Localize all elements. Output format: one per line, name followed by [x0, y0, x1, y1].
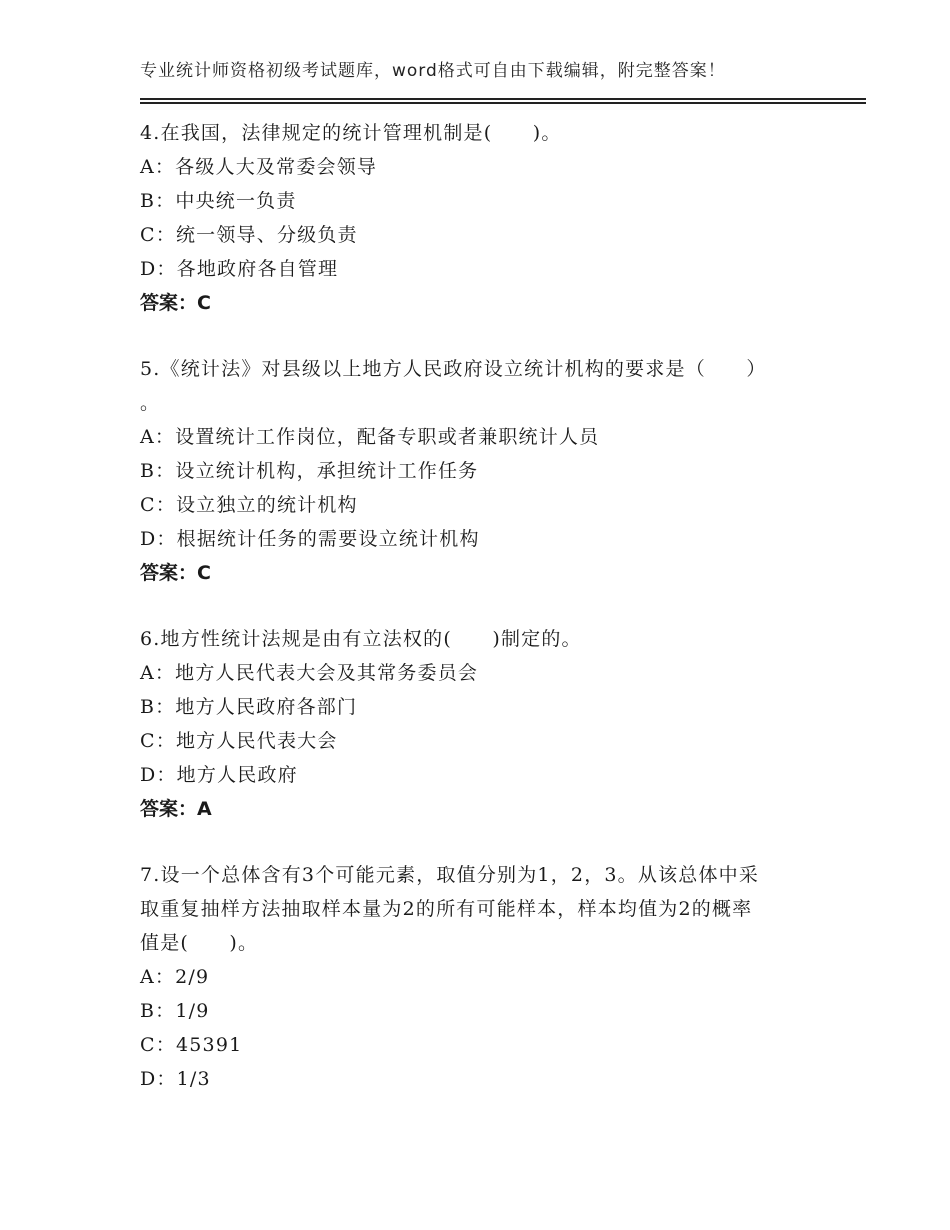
- question-stem: 4.在我国，法律规定的统计管理机制是( )。: [140, 122, 562, 144]
- option-text: 根据统计任务的需要设立统计机构: [176, 528, 480, 550]
- option-label: C：: [140, 730, 176, 752]
- option-text: 1/3: [176, 1068, 211, 1090]
- option-label: D：: [140, 258, 177, 280]
- option-c: [140, 724, 830, 758]
- option-text: 各级人大及常委会领导: [175, 156, 378, 178]
- option-b: [140, 994, 830, 1028]
- option-text: 设立统计机构，承担统计工作任务: [175, 460, 479, 482]
- option-a: [140, 150, 830, 184]
- option-text: 地方人民代表大会: [175, 730, 338, 752]
- option-label: B：: [140, 1000, 176, 1022]
- option-label: D：: [140, 764, 177, 786]
- option-text: 中央统一负责: [175, 190, 297, 212]
- option-b: [140, 454, 830, 488]
- option-label: B：: [140, 696, 176, 718]
- option-text: 2/9: [175, 966, 210, 988]
- question-stem: 6.地方性统计法规是由有立法权的( )制定的。: [140, 628, 582, 650]
- option-text: 地方人民政府各部门: [175, 696, 358, 718]
- option-c: [140, 488, 830, 522]
- option-d: [140, 522, 830, 556]
- option-label: A：: [140, 966, 176, 988]
- header-rule-bottom: [140, 102, 866, 104]
- question-list: [140, 116, 830, 1128]
- answer-line: 答案：C: [140, 562, 211, 584]
- question-6: [140, 622, 830, 826]
- option-label: C：: [140, 494, 176, 516]
- option-label: A：: [140, 156, 176, 178]
- option-text: 地方人民代表大会及其常务委员会: [175, 662, 479, 684]
- option-d: [140, 1062, 830, 1096]
- question-stem-continued: 取重复抽样方法抽取样本量为2的所有可能样本，样本均值为2的概率: [140, 898, 753, 920]
- option-a: [140, 656, 830, 690]
- option-label: B：: [140, 190, 176, 212]
- option-text: 各地政府各自管理: [176, 258, 339, 280]
- question-4: [140, 116, 830, 320]
- option-label: C：: [140, 224, 176, 246]
- option-c: [140, 218, 830, 252]
- option-text: 45391: [175, 1034, 243, 1056]
- option-d: [140, 252, 830, 286]
- option-b: [140, 184, 830, 218]
- option-text: 设置统计工作岗位，配备专职或者兼职统计人员: [175, 426, 600, 448]
- question-stem: 5.《统计法》对县级以上地方人民政府设立统计机构的要求是（ ）: [140, 358, 767, 380]
- answer-line: 答案：A: [140, 798, 212, 820]
- option-a: [140, 960, 830, 994]
- option-text: 地方人民政府: [176, 764, 298, 786]
- option-text: 1/9: [175, 1000, 210, 1022]
- option-a: [140, 420, 830, 454]
- option-label: C：: [140, 1034, 176, 1056]
- question-stem-continued: 。: [140, 392, 161, 414]
- option-label: A：: [140, 426, 176, 448]
- option-text: 统一领导、分级负责: [175, 224, 358, 246]
- header-rule-top: [140, 98, 866, 100]
- question-7: [140, 858, 830, 1096]
- question-stem-continued: 值是( )。: [140, 932, 259, 954]
- option-label: A：: [140, 662, 176, 684]
- option-label: B：: [140, 460, 176, 482]
- option-d: [140, 758, 830, 792]
- option-c: [140, 1028, 830, 1062]
- question-stem: 7.设一个总体含有3个可能元素，取值分别为1，2，3。从该总体中采: [140, 864, 760, 886]
- option-b: [140, 690, 830, 724]
- answer-line: 答案：C: [140, 292, 211, 314]
- page-header: 专业统计师资格初级考试题库，word格式可自由下载编辑，附完整答案！: [140, 61, 726, 81]
- option-label: D：: [140, 1068, 177, 1090]
- option-text: 设立独立的统计机构: [175, 494, 358, 516]
- question-5: [140, 352, 830, 590]
- option-label: D：: [140, 528, 177, 550]
